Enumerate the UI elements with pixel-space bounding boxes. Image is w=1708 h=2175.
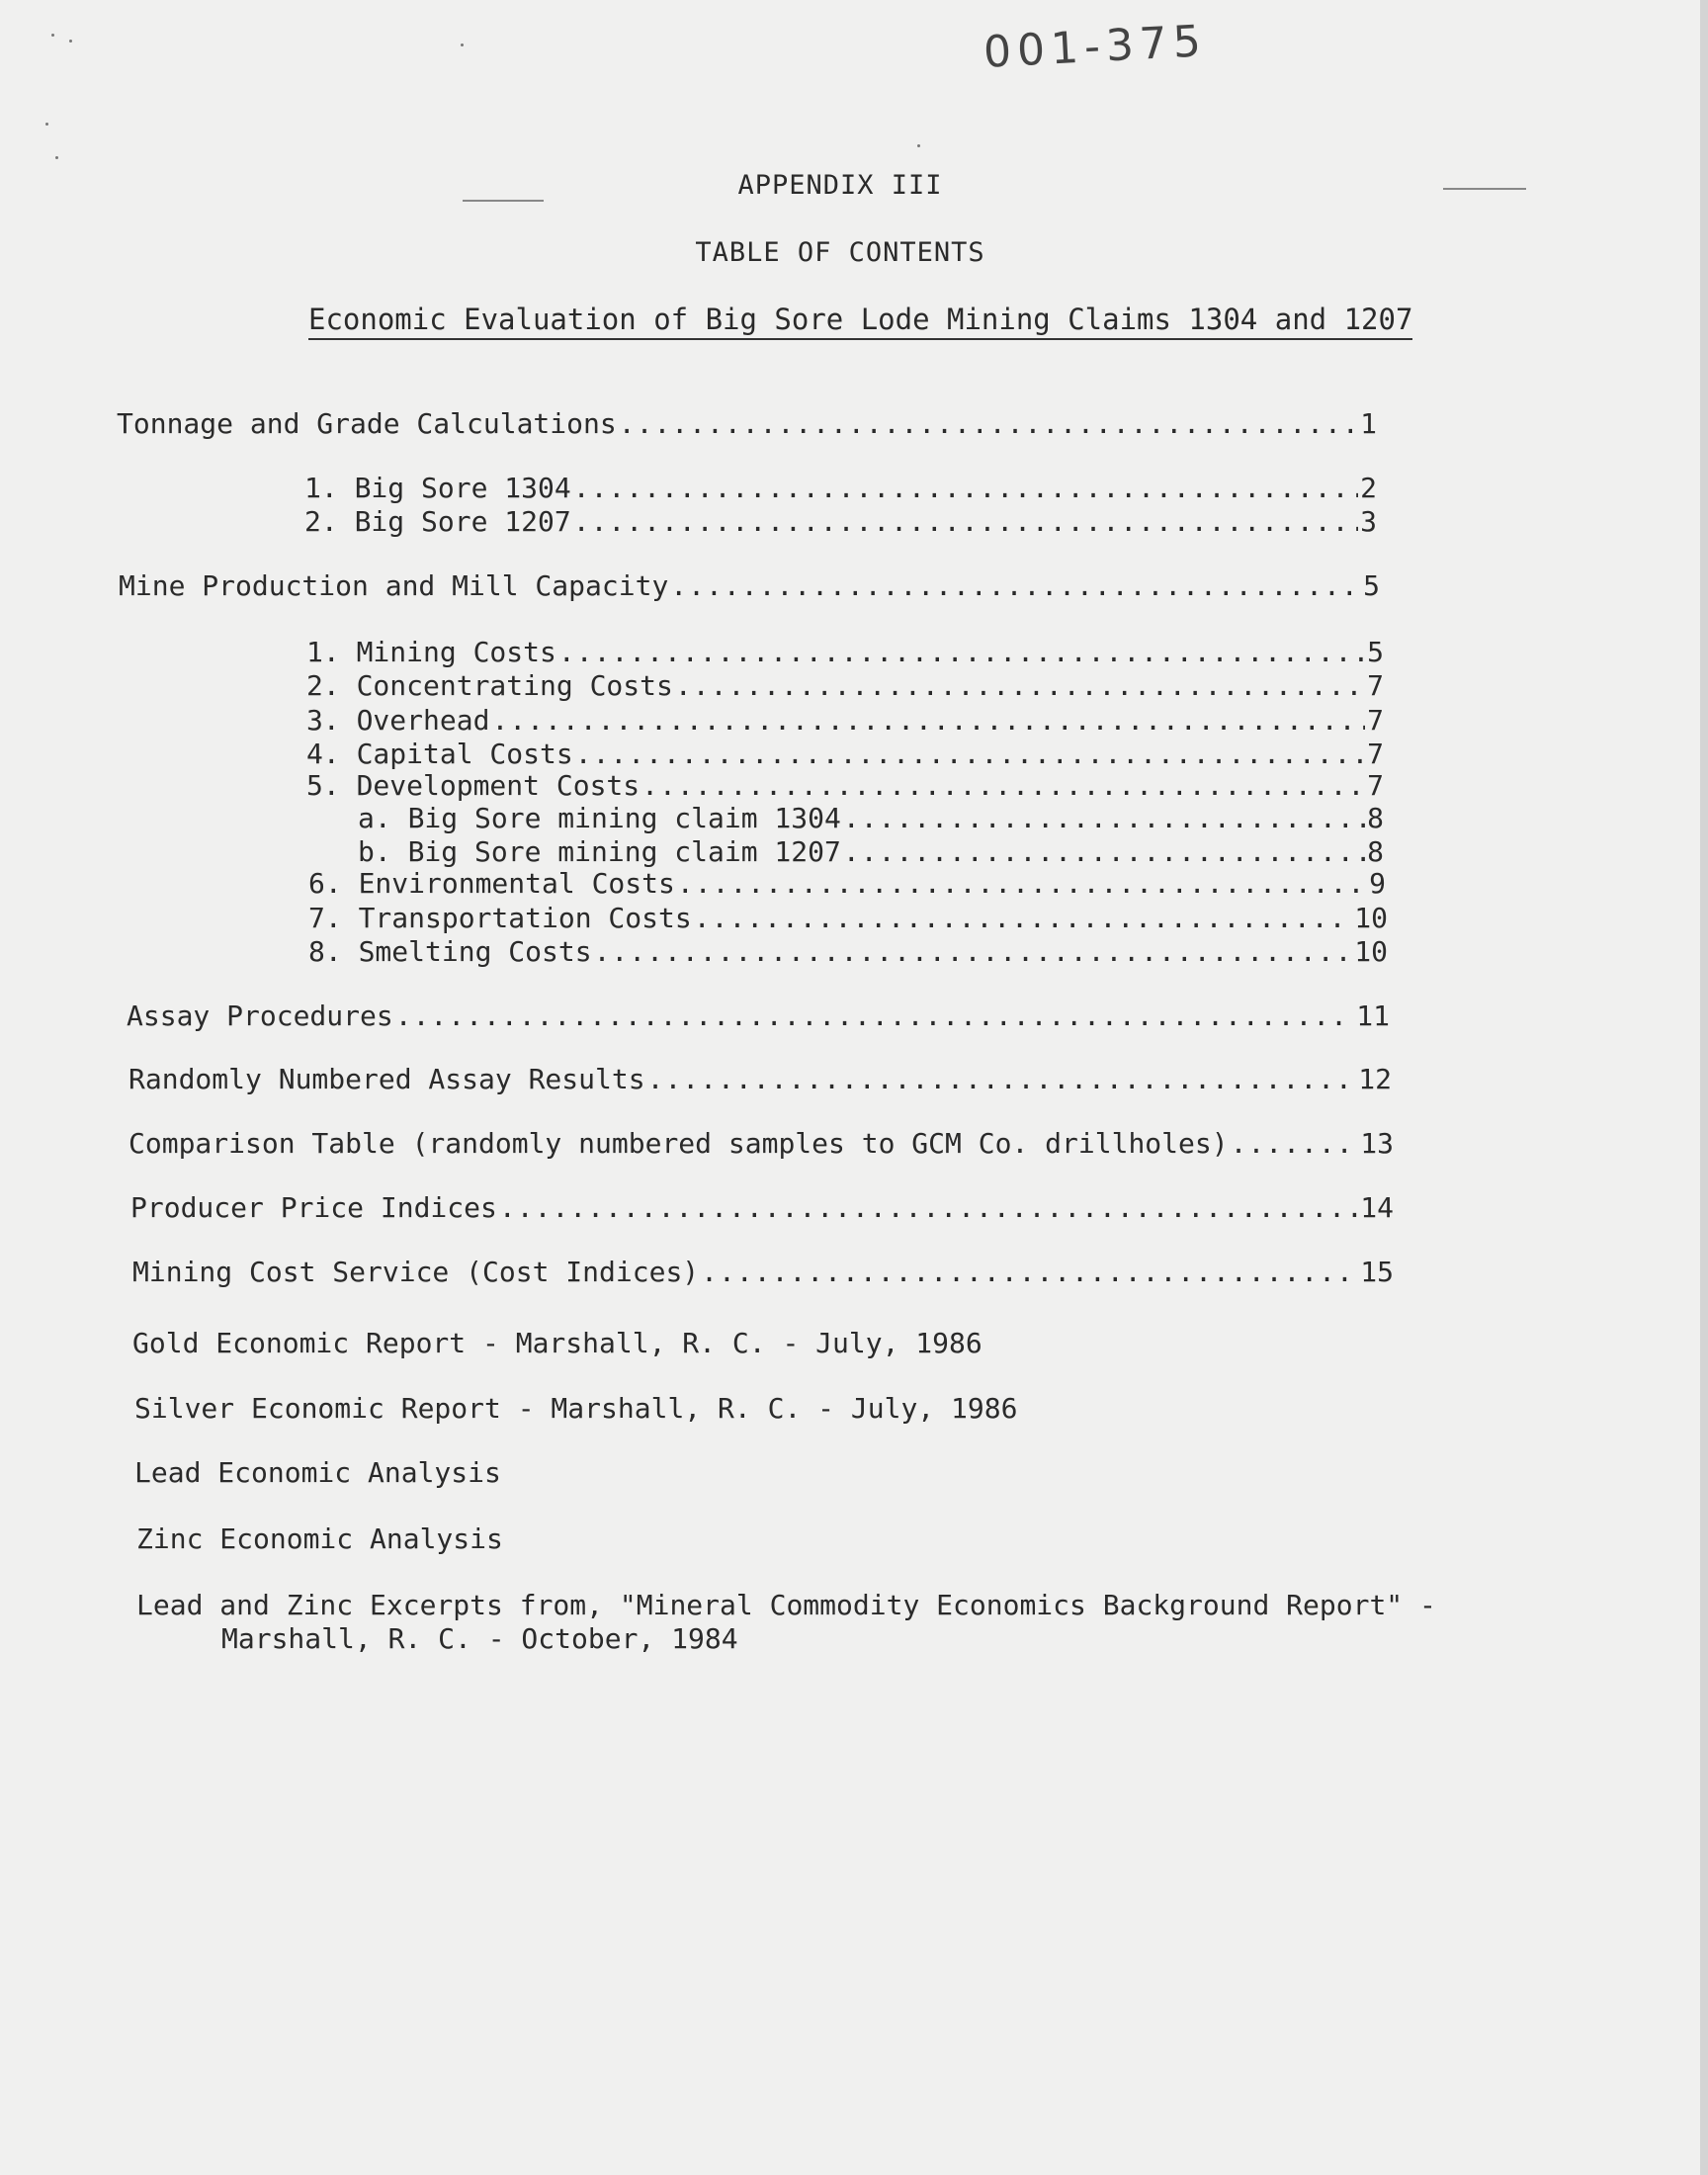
toc-entry-page: 5 xyxy=(1363,569,1380,602)
toc-entry-page: 2 xyxy=(1360,472,1377,504)
toc-entry-claim-1304 xyxy=(358,802,1384,835)
handwritten-doc-number: 001-375 xyxy=(982,16,1209,78)
appendix-heading: APPENDIX III xyxy=(737,170,943,201)
toc-entry-mine-production xyxy=(119,569,1380,603)
report-lead: Lead Economic Analysis xyxy=(134,1456,501,1489)
toc-entry-label: a. Big Sore mining claim 1304 xyxy=(358,802,841,834)
toc-entry-claim-1207 xyxy=(358,835,1384,869)
toc-entry-label: Comparison Table (randomly numbered samples to GCM Co. drillholes) xyxy=(128,1127,1229,1160)
dot-leader xyxy=(1231,1127,1359,1161)
dot-leader xyxy=(641,769,1365,803)
toc-entry-page: 12 xyxy=(1358,1063,1392,1095)
toc-entry-label: Mining Cost Service (Cost Indices) xyxy=(132,1256,700,1288)
toc-entry-page: 8 xyxy=(1367,802,1384,834)
toc-entry-label: 1. Big Sore 1304 xyxy=(304,472,571,504)
toc-entry-comparison-table xyxy=(128,1127,1394,1161)
toc-entry-random-assay-results xyxy=(128,1063,1392,1096)
toc-entry-label: 2. Concentrating Costs xyxy=(306,669,673,702)
toc-entry-producer-price-indices xyxy=(130,1191,1394,1225)
report-gold: Gold Economic Report - Marshall, R. C. - July, 1986 xyxy=(132,1327,982,1359)
dot-leader xyxy=(670,569,1361,603)
dot-leader xyxy=(843,802,1365,835)
dot-leader xyxy=(499,1191,1358,1225)
toc-entry-label: 2. Big Sore 1207 xyxy=(304,505,571,538)
toc-entry-page: 15 xyxy=(1360,1256,1394,1288)
dot-leader xyxy=(619,407,1358,441)
toc-entry-label: 8. Smelting Costs xyxy=(308,935,592,968)
toc-entry-label: 6. Environmental Costs xyxy=(308,867,675,900)
toc-entry-label: Producer Price Indices xyxy=(130,1191,497,1224)
toc-entry-concentrating-costs xyxy=(306,669,1384,703)
report-zinc: Zinc Economic Analysis xyxy=(136,1522,503,1555)
toc-entry-page: 14 xyxy=(1360,1191,1394,1224)
report-excerpts-line1: Lead and Zinc Excerpts from, "Mineral Commodity Economics Background Report" - xyxy=(136,1589,1436,1621)
toc-entry-page: 7 xyxy=(1367,704,1384,737)
toc-entry-label: Assay Procedures xyxy=(127,1000,393,1032)
toc-entry-mining-costs xyxy=(306,636,1384,669)
toc-entry-page: 8 xyxy=(1367,835,1384,868)
dot-leader xyxy=(675,669,1365,703)
toc-entry-label: Mine Production and Mill Capacity xyxy=(119,569,669,602)
dot-leader xyxy=(594,935,1353,969)
dot-leader xyxy=(573,472,1358,505)
toc-entry-page: 7 xyxy=(1367,769,1384,802)
scan-speck xyxy=(69,40,72,43)
toc-entry-overhead xyxy=(306,704,1384,738)
report-silver: Silver Economic Report - Marshall, R. C. - July, 1986 xyxy=(134,1392,1018,1425)
scan-speck xyxy=(51,34,54,37)
toc-entry-mining-cost-service xyxy=(132,1256,1394,1289)
toc-entry-page: 11 xyxy=(1356,1000,1390,1032)
toc-entry-label: 4. Capital Costs xyxy=(306,738,573,770)
toc-entry-page: 9 xyxy=(1369,867,1386,900)
toc-entry-label: Tonnage and Grade Calculations xyxy=(117,407,617,440)
toc-entry-page: 7 xyxy=(1367,669,1384,702)
toc-entry-assay-procedures xyxy=(127,1000,1390,1033)
scan-speck xyxy=(917,144,920,147)
toc-entry-transportation-costs xyxy=(308,902,1388,935)
dot-leader xyxy=(694,902,1353,935)
dot-leader xyxy=(843,835,1365,869)
toc-entry-label: b. Big Sore mining claim 1207 xyxy=(358,835,841,868)
scan-speck xyxy=(45,123,48,126)
toc-entry-page: 5 xyxy=(1367,636,1384,668)
scan-speck xyxy=(55,156,58,159)
dot-leader xyxy=(558,636,1365,669)
dot-leader xyxy=(701,1256,1358,1289)
toc-entry-label: Randomly Numbered Assay Results xyxy=(128,1063,645,1095)
dot-leader xyxy=(677,867,1367,901)
toc-title: TABLE OF CONTENTS xyxy=(695,237,985,268)
toc-entry-page: 7 xyxy=(1367,738,1384,770)
toc-entry-label: 5. Development Costs xyxy=(306,769,640,802)
toc-entry-page: 1 xyxy=(1360,407,1377,440)
dot-leader xyxy=(647,1063,1357,1096)
document-subtitle: Economic Evaluation of Big Sore Lode Mining Claims 1304 and 1207 xyxy=(308,303,1412,340)
dot-leader xyxy=(573,505,1358,539)
toc-entry-page: 13 xyxy=(1360,1127,1394,1160)
toc-entry-environmental-costs xyxy=(308,867,1386,901)
toc-entry-big-sore-1304 xyxy=(304,472,1377,505)
toc-entry-development-costs xyxy=(306,769,1384,803)
toc-entry-label: 7. Transportation Costs xyxy=(308,902,692,934)
toc-entry-capital-costs xyxy=(306,738,1384,771)
toc-entry-page: 10 xyxy=(1354,935,1388,968)
dot-leader xyxy=(491,704,1365,738)
toc-entry-big-sore-1207 xyxy=(304,505,1377,539)
dot-leader xyxy=(575,738,1365,771)
toc-entry-label: 3. Overhead xyxy=(306,704,490,737)
dot-leader xyxy=(395,1000,1355,1033)
toc-entry-page: 3 xyxy=(1360,505,1377,538)
toc-entry-label: 1. Mining Costs xyxy=(306,636,556,668)
scan-speck xyxy=(461,44,464,46)
report-excerpts-line2: Marshall, R. C. - October, 1984 xyxy=(221,1622,738,1655)
toc-entry-page: 10 xyxy=(1354,902,1388,934)
toc-entry-smelting-costs xyxy=(308,935,1388,969)
toc-entry-tonnage xyxy=(117,407,1377,441)
